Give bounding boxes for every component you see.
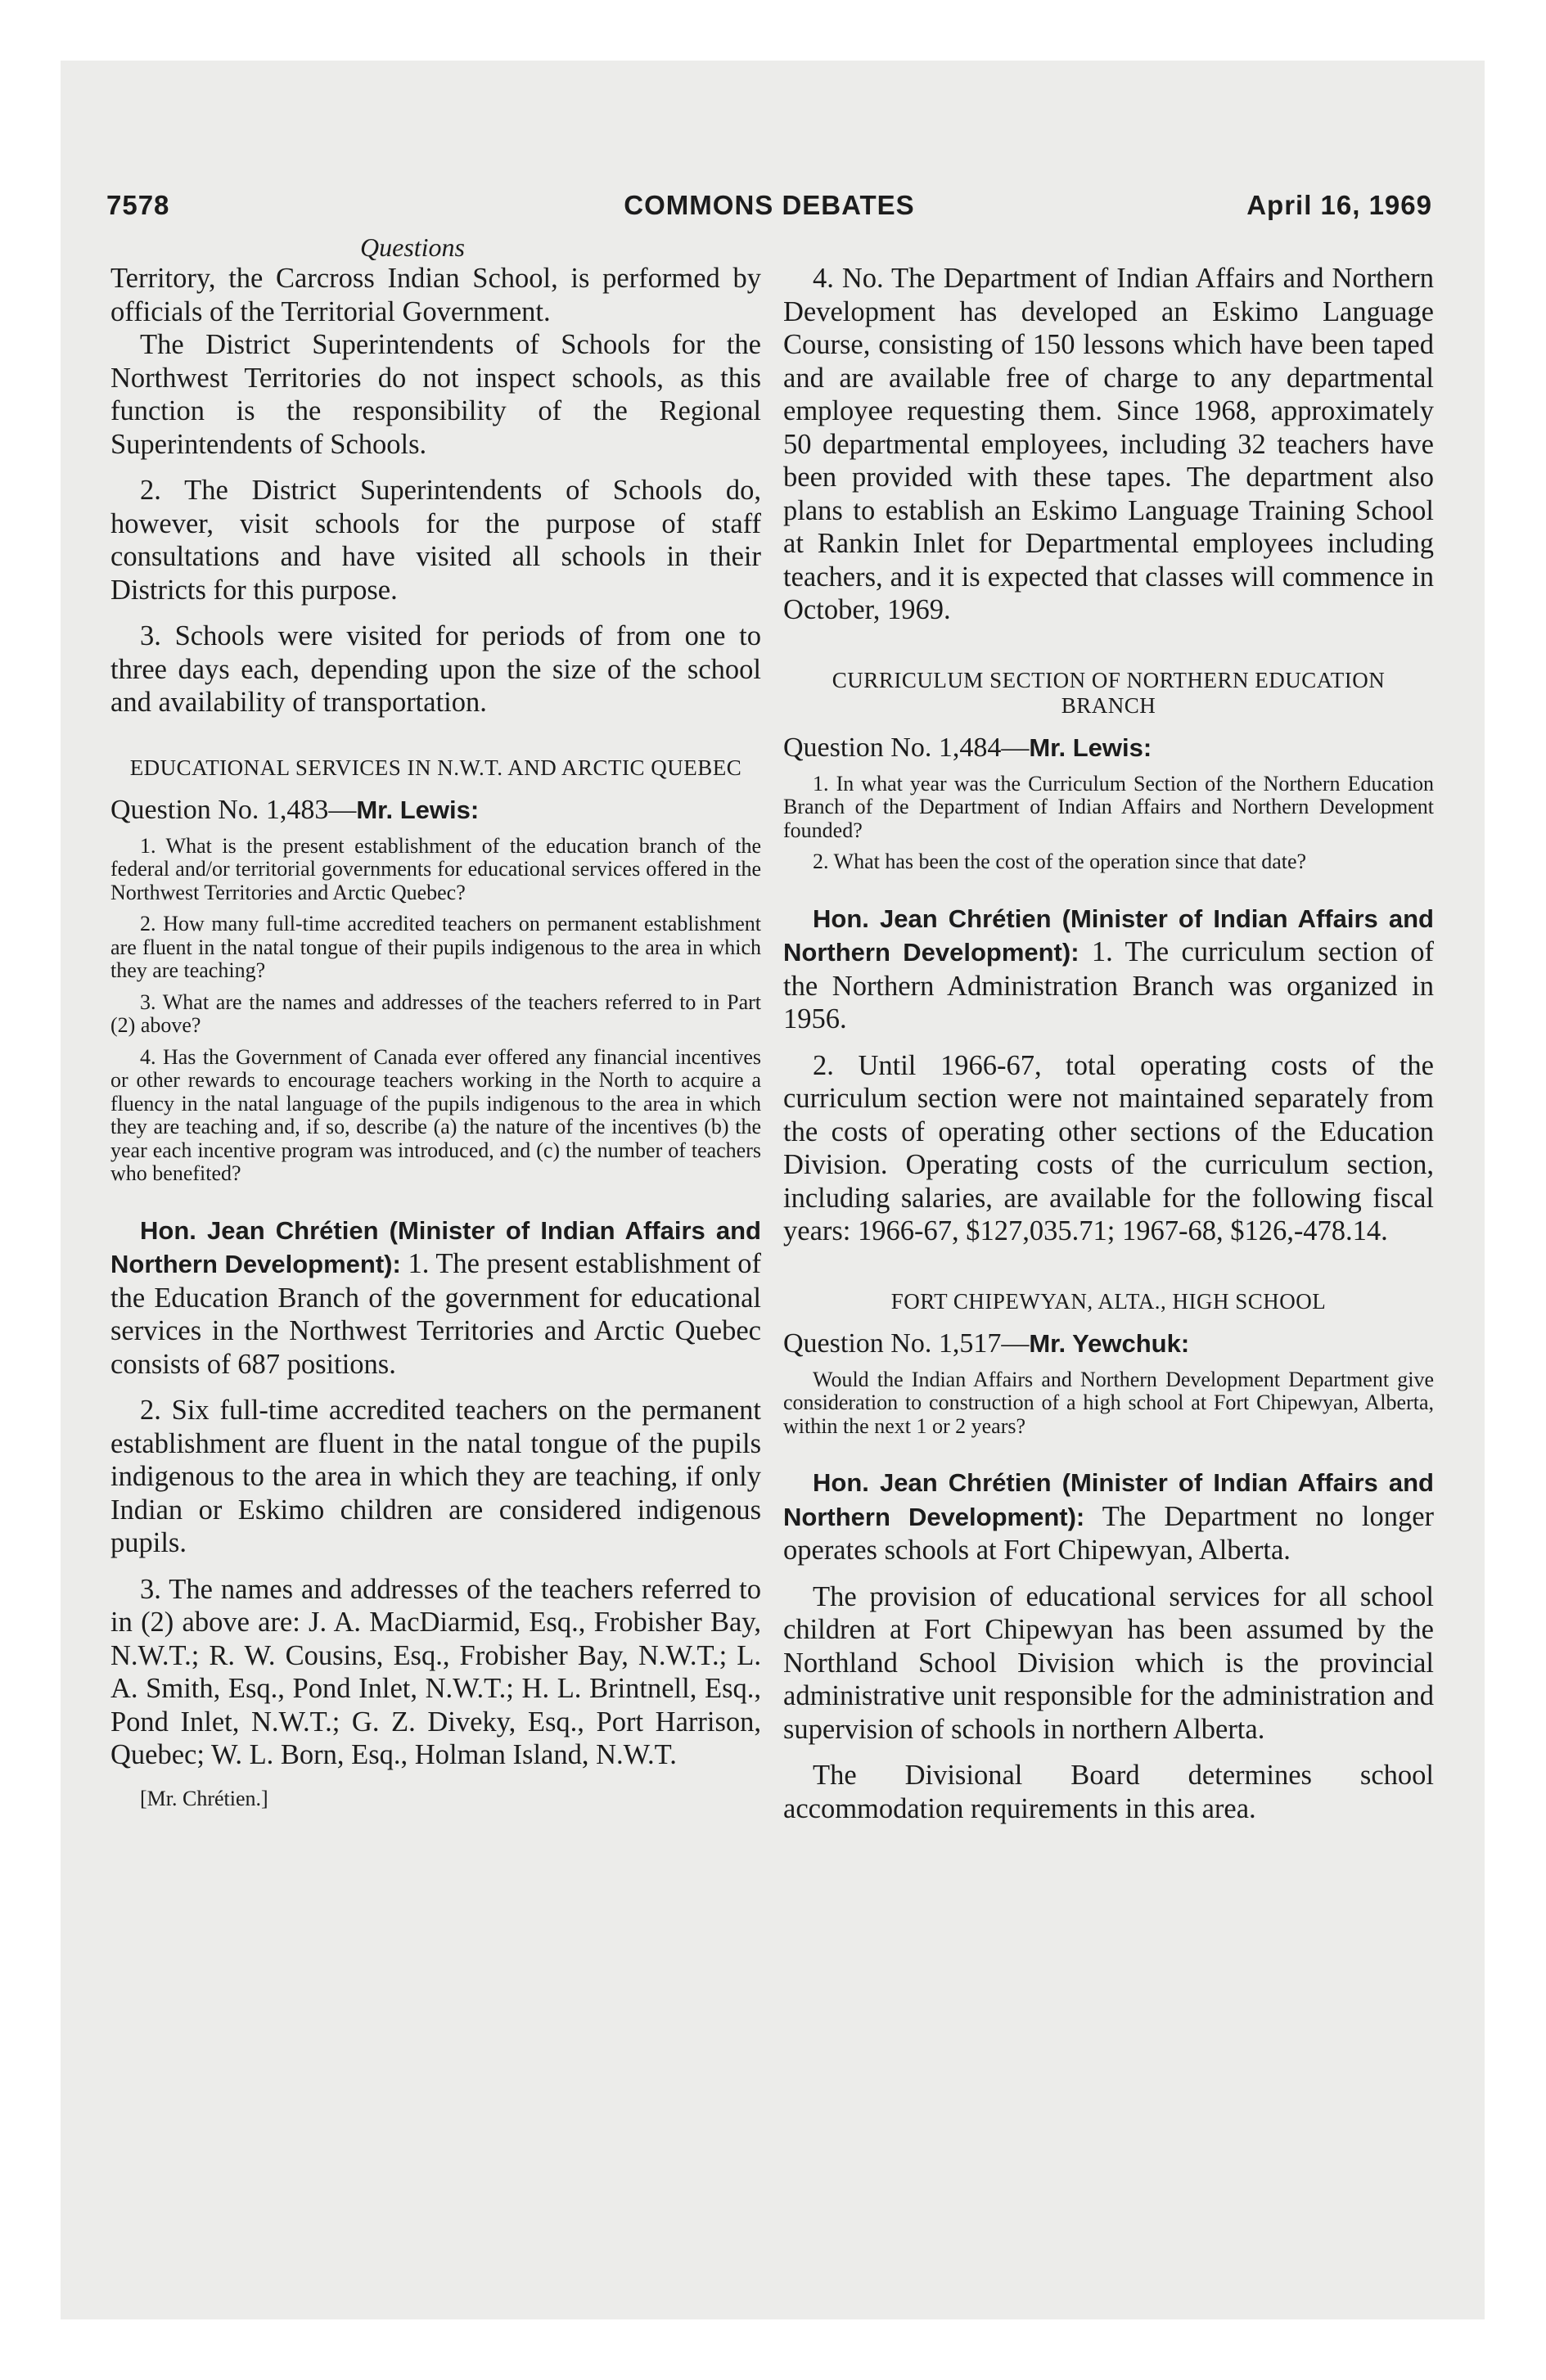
question-item: 3. What are the names and addresses of the teachers referred to in Part (2) above? (110, 989, 761, 1037)
paragraph: Territory, the Carcross Indian School, is performed by officials of the Territorial Government. (110, 263, 761, 327)
answer-paragraph: 4. No. The Department of Indian Affairs and Northern Development has developed an Eskimo Language Course, consisting of 150 lessons which have been taped and are available free of charge to any departmental employee requesting them. Since 1968, approximately 50 departmental employees, including 32 teachers have been provided with these tapes. The department also plans to establish an Eskimo Language Training School at Rankin Inlet for Departmental employees including teachers, and it is expected that classes will commence in October, 1969. (783, 263, 1434, 625)
question-number (783, 732, 1434, 764)
paragraph: The District Superintendents of Schools for the Northwest Territories do not inspect schools, as this function is the responsibility of the Regional Superintendents of Schools. (110, 329, 761, 460)
page-number: 7578 (106, 190, 170, 220)
speaker-name: Hon. Jean Chrétien (Minister of Indian Affairs and Northern Development): (110, 1215, 761, 1278)
question-item: 4. Has the Government of Canada ever offered any financial incentives or other rewards to encourage teachers working in the North to acquire a fluency in the natal language of the pupils indigenous to the area in which they are teaching and, if so, describe (a) the nature of the incentives (b) the year each incentive program was introduced, and (c) the number of teachers who benefited? (110, 1044, 761, 1185)
question-item: Would the Indian Affairs and Northern Development Department give consideration to construction of a high school at Fort Chipewyan, Alberta, within the next 1 or 2 years? (783, 1367, 1434, 1438)
answer-text: 1. The present establishment of the Education Branch of the government for educational services in the Northwest Territories and Arctic Quebec consists of 687 positions. (110, 1248, 761, 1380)
answer-paragraph: 3. The names and addresses of the teachers referred to in (2) above are: J. A. MacDiarmid, Esq., Frobisher Bay, N.W.T.; R. W. Cousins, Esq., Frobisher Bay, N.W.T.; L. A. Smith, Esq., Pond Inlet, N.W.T.; H. L. Brintnell, Esq., Pond Inlet, N.W.T.; G. Z. Diveky, Esq., Port Harrison, Quebec; W. L. Born, Esq., Holman Island, N.W.T. (110, 1573, 761, 1770)
answer-paragraph: 2. Six full-time accredited teachers on the permanent establishment are fluent in the natal tongue of the pupils indigenous to the area in which they are teaching, if only Indian or Eskimo children are considered indigenous pupils. (110, 1395, 761, 1558)
paragraph: 2. The District Superintendents of Schools do, however, visit schools for the purpose of staff consultations and have visited all schools in their Districts for this purpose. (110, 475, 761, 606)
speaker-reference: [Mr. Chrétien.] (140, 1786, 268, 1810)
answer-paragraph (783, 902, 1434, 1036)
question-number (783, 1327, 1434, 1360)
answer-paragraph: The provision of educational services for all school children at Fort Chipewyan has been assumed by the Northland School Division which is the provincial administrative unit responsible for the administration and supervision of schools in northern Alberta. (783, 1580, 1434, 1745)
section-heading: EDUCATIONAL SERVICES IN N.W.T. AND ARCTIC QUEBEC (129, 755, 742, 780)
issue-date: April 16, 1969 (1246, 190, 1432, 220)
answer-paragraph (783, 1466, 1434, 1567)
question-item: 2. How many full-time accredited teachers on permanent establishment are fluent in the natal tongue of their pupils indigenous to the area in which they are teaching? (110, 912, 761, 982)
question-item: 2. What has been the cost of the operation since that date? (813, 850, 1307, 873)
section-heading: CURRICULUM SECTION OF NORTHERN EDUCATION BRANCH (832, 667, 1386, 718)
speaker-name: Hon. Jean Chrétien (Minister of Indian Affairs and Northern Development): (783, 904, 1434, 967)
section-label: Questions (360, 232, 465, 262)
answer-paragraph: The Divisional Board determines school accommodation requirements in this area. (783, 1760, 1434, 1824)
publication-title: COMMONS DEBATES (624, 190, 915, 220)
paragraph: 3. Schools were visited for periods of from one to three days each, depending upon the size of the school and availability of transportation. (110, 620, 761, 718)
question-number-text: Question No. 1,484— (783, 732, 1030, 763)
question-number-text: Question No. 1,517— (783, 1327, 1030, 1359)
question-item: 1. In what year was the Curriculum Section of the Northern Education Branch of the Department of Indian Affairs and Northern Development founded? (783, 771, 1434, 842)
section-heading: FORT CHIPEWYAN, ALTA., HIGH SCHOOL (890, 1288, 1327, 1314)
left-column (110, 262, 761, 1811)
questioner-name: Mr. Yewchuk: (1029, 1328, 1190, 1358)
answer-paragraph: 2. Until 1966-67, total operating costs of the curriculum section were not maintained separately from the costs of operating other sections of the Education Division. Operating costs of the curriculum section, including salaries, are available for the following fiscal years: 1966-67, $127,035.71; 1967-68, $126,-478.14. (783, 1049, 1434, 1246)
questioner-name: Mr. Lewis: (356, 795, 480, 824)
right-column (783, 262, 1434, 1825)
answer-text: 1. The curriculum section of the Northern Administration Branch was organized in 1956. (783, 936, 1434, 1034)
question-item: 1. What is the present establishment of the education branch of the federal and/or territorial governments for educational services offered in the Northwest Territories and Arctic Quebec? (110, 833, 761, 904)
answer-text: The Department no longer operates schools at Fort Chipewyan, Alberta. (783, 1500, 1434, 1566)
answer-paragraph (110, 1214, 761, 1382)
page-header (106, 190, 1432, 231)
questioner-name: Mr. Lewis: (1029, 732, 1152, 762)
question-number (110, 794, 761, 827)
question-number-text: Question No. 1,483— (110, 794, 357, 825)
speaker-name: Hon. Jean Chrétien (Minister of Indian Affairs and Northern Development): (783, 1468, 1434, 1531)
